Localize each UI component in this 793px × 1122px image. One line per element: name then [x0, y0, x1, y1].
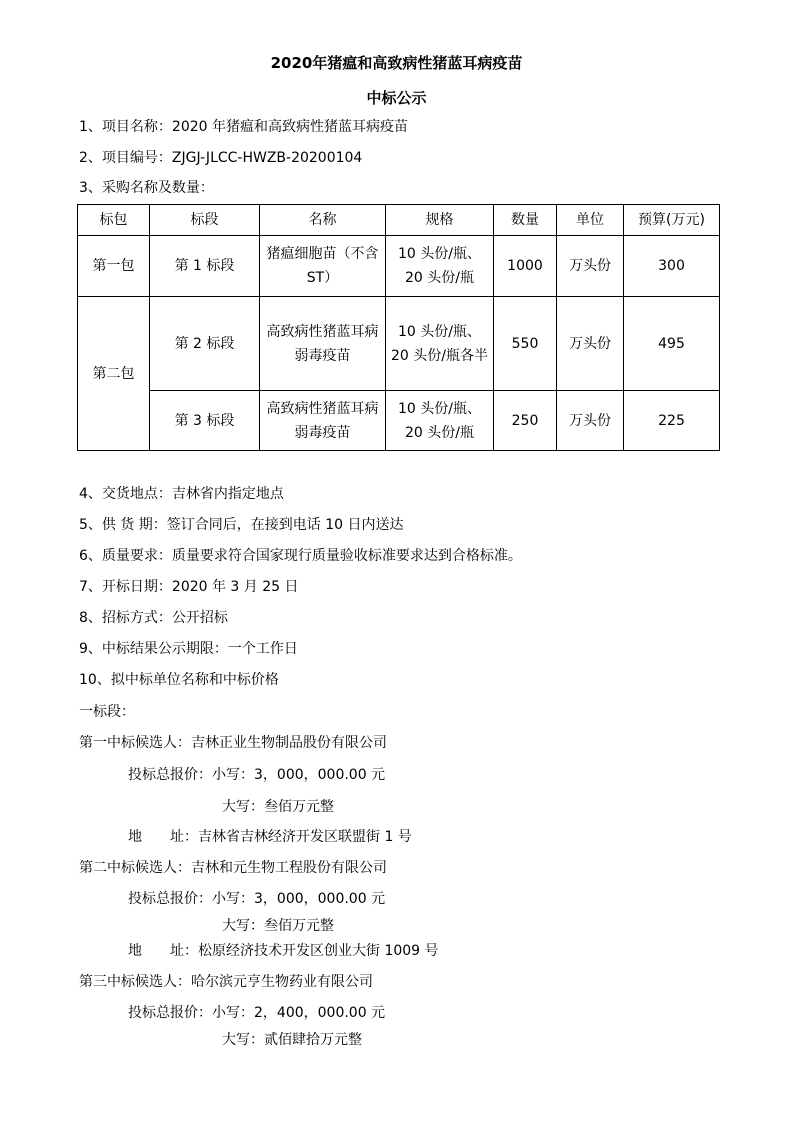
cell-budget: 225	[624, 391, 720, 451]
cell-section: 第 1 标段	[150, 236, 260, 297]
project-number-line: 2、项目编号：ZJGJ-JLCC-HWZB-20200104	[79, 150, 363, 166]
table-row	[78, 391, 720, 451]
candidate-2-label: 第二中标候选人：吉林和元生物工程股份有限公司	[79, 860, 387, 876]
candidate-2-price-small: 投标总报价：小写：3，000，000.00 元	[128, 891, 386, 907]
cell-name: 高致病性猪蓝耳病弱毒疫苗	[260, 297, 386, 391]
bid-date-line: 7、开标日期：2020 年 3 月 25 日	[79, 579, 299, 595]
table-row	[78, 297, 720, 391]
header-spec: 规格	[386, 205, 494, 236]
header-section: 标段	[150, 205, 260, 236]
project-name-line: 1、项目名称：2020 年猪瘟和高致病性猪蓝耳病疫苗	[79, 119, 408, 135]
cell-unit: 万头份	[557, 391, 624, 451]
cell-name: 高致病性猪蓝耳病弱毒疫苗	[260, 391, 386, 451]
procurement-heading: 3、采购名称及数量：	[79, 180, 214, 196]
header-pkg: 标包	[78, 205, 150, 236]
candidate-2-price-big: 大写：叁佰万元整	[222, 918, 334, 934]
publicity-period-line: 9、中标结果公示期限：一个工作日	[79, 641, 298, 657]
cell-qty: 1000	[494, 236, 557, 297]
header-qty: 数量	[494, 205, 557, 236]
cell-unit: 万头份	[557, 236, 624, 297]
header-name: 名称	[260, 205, 386, 236]
section1-label: 一标段：	[79, 704, 135, 720]
cell-name: 猪瘟细胞苗（不含 ST）	[260, 236, 386, 297]
table-row	[78, 236, 720, 297]
table-header-row	[78, 205, 720, 236]
candidate-3-price-small: 投标总报价：小写：2，400，000.00 元	[128, 1005, 386, 1021]
cell-spec: 10 头份/瓶、20 头份/瓶	[386, 236, 494, 297]
header-unit: 单位	[557, 205, 624, 236]
cell-budget: 300	[624, 236, 720, 297]
cell-budget: 495	[624, 297, 720, 391]
candidate-1-label: 第一中标候选人：吉林正业生物制品股份有限公司	[79, 735, 387, 751]
doc-subtitle: 中标公示	[366, 89, 427, 107]
cell-qty: 250	[494, 391, 557, 451]
cell-qty: 550	[494, 297, 557, 391]
cell-unit: 万头份	[557, 297, 624, 391]
candidate-1-address: 地 址：吉林省吉林经济开发区联盟街 1 号	[128, 829, 412, 845]
candidate-2-address: 地 址：松原经济技术开发区创业大街 1009 号	[128, 943, 439, 959]
quality-line: 6、质量要求：质量要求符合国家现行质量验收标准要求达到合格标准。	[79, 548, 522, 564]
cell-section: 第 3 标段	[150, 391, 260, 451]
cell-spec: 10 头份/瓶、20 头份/瓶	[386, 391, 494, 451]
tender-method-line: 8、招标方式：公开招标	[79, 610, 228, 626]
cell-pkg: 第一包	[78, 236, 150, 297]
candidate-1-price-small: 投标总报价：小写：3，000，000.00 元	[128, 767, 386, 783]
candidate-3-price-big: 大写：贰佰肆拾万元整	[222, 1032, 362, 1048]
cell-section: 第 2 标段	[150, 297, 260, 391]
cell-pkg: 第二包	[78, 297, 150, 451]
delivery-period-line: 5、供 货 期：签订合同后，在接到电话 10 日内送达	[79, 517, 404, 533]
procurement-table	[77, 204, 720, 451]
winning-units-heading: 10、拟中标单位名称和中标价格	[79, 672, 279, 688]
candidate-3-label: 第三中标候选人：哈尔滨元亨生物药业有限公司	[79, 974, 373, 990]
delivery-location-line: 4、交货地点：吉林省内指定地点	[79, 486, 284, 502]
candidate-1-price-big: 大写：叁佰万元整	[222, 799, 334, 815]
header-budget: 预算(万元)	[624, 205, 720, 236]
cell-spec: 10 头份/瓶、20 头份/瓶各半	[386, 297, 494, 391]
doc-title: 2020年猪瘟和高致病性猪蓝耳病疫苗	[270, 54, 523, 72]
